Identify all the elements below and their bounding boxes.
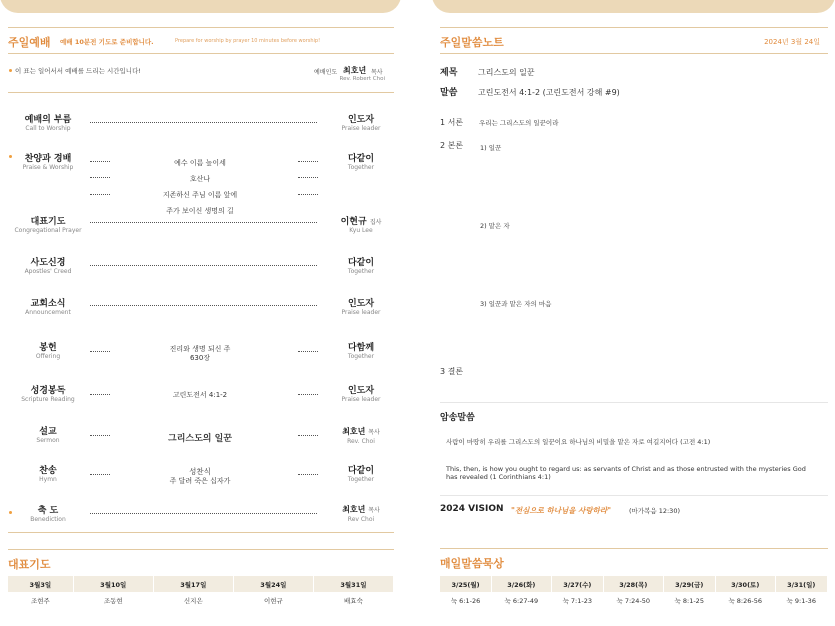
order-item-name: 봉헌 [39,343,57,353]
offering-hymn-number: 630장 [189,354,211,362]
song-dots [90,194,110,195]
song-title: 지존하신 주님 이름 앞에 [162,191,238,199]
body-point: 1) 일꾼 [480,144,502,152]
order-leader-en: Together [347,164,375,171]
scripture-label: 말씀 [440,88,458,98]
prayer-date: 3월17일 [153,576,233,592]
order-item-en: Offering [35,353,61,360]
hymn-title: 성찬식 [189,467,211,476]
worship-subtitle-ko: 예배 10분전 기도로 준비합니다. [60,38,154,46]
daily-date: 3/31(일) [775,576,828,592]
order-item-en: Apostles' Creed [24,268,72,275]
offering-hymn: 진리와 생명 되신 주 [169,345,231,353]
song-dots [298,474,318,475]
order-leader: 인도자 [347,299,375,309]
song-title: 호산나 [189,175,211,183]
daily-ref: 눅 8:26-56 [715,592,775,609]
order-item-name: 성경봉독 [30,386,66,396]
order-leader: 다함께 [347,343,375,353]
order-leader: 다같이 [347,466,375,476]
body-label: 2 본론 [440,141,464,150]
order-leader-en: Rev Choi [347,516,375,523]
right-header-rule [440,27,828,28]
note-date: 2024년 3월 24일 [764,38,820,46]
order-item-name: 찬양과 경배 [24,154,72,164]
song-dots [90,435,110,436]
order-leader: 최호년 목사 [342,505,380,514]
intro-label: 1 서론 [440,118,464,127]
order-leader-en: Praise leader [341,125,381,132]
song-dots [90,351,110,352]
preacher-name: 최호년 [343,66,367,75]
daily-date: 3/26(화) [492,576,552,592]
left-header-rule-2 [8,53,394,54]
song-dots [298,177,318,178]
order-leader: 이현규 집사 [340,217,382,227]
daily-ref: 눅 8:1-25 [663,592,715,609]
hymn-subtitle: 주 달려 죽은 십자가 [169,477,231,485]
prayer-name: 조동현 [73,592,153,609]
daily-ref: 눅 9:1-36 [775,592,828,609]
preacher-en: Rev. Robert Choi [339,76,385,82]
standing-note: 이 표는 일어서서 예배를 드리는 시간입니다! [15,67,141,75]
order-leader: 최호년 목사 [342,427,380,436]
daily-ref: 눅 6:27-49 [492,592,552,609]
vision-ref: (마가복음 12:30) [629,507,680,515]
prayer-date: 3월31일 [313,576,393,592]
song-title: 주가 보이신 생명의 길 [166,207,234,215]
prayer-name: 배효숙 [313,592,393,609]
memory-verse-en: This, then, is how you ought to regard us: as servants of Christ and as those entrusted with the mysteries God has revealed (1 Corinthians 4:1) [446,465,806,481]
order-leader: 다같이 [347,154,375,164]
worship-title: 주일예배 [8,36,51,49]
left-header-rule [8,27,394,28]
daily-date: 3/25(월) [440,576,492,592]
prayer-name: 조현주 [8,592,73,609]
daily-date: 3/30(토) [715,576,775,592]
order-item-name: 축 도 [37,506,59,516]
order-item-name: 설교 [39,427,57,437]
order-bottom-rule [8,532,394,533]
song-dots [298,435,318,436]
order-leader-en: Together [347,353,375,360]
order-item-name: 찬송 [39,466,57,476]
order-item-en: Scripture Reading [21,396,75,403]
preacher-role: 예배인도 [314,69,338,76]
order-item-en: Praise & Worship [22,164,74,171]
prayer-name: 이현규 [233,592,313,609]
daily-date: 3/28(목) [604,576,664,592]
daily-rule [440,548,828,549]
leader-dots [90,265,317,266]
order-item-en: Announcement [25,309,71,316]
conclusion-label: 3 결론 [440,367,464,376]
preacher-title: 목사 [371,69,383,76]
scripture-text: 고린도전서 4:1-2 (고린도전서 강해 #9) [478,88,620,97]
song-dots [298,351,318,352]
daily-ref: 눅 6:1-26 [440,592,492,609]
prayer-name: 신지은 [153,592,233,609]
order-top-rule [8,92,394,93]
order-item-en: Call to Worship [25,125,71,132]
song-dots [90,474,110,475]
song-dots [298,161,318,162]
vision-text: "전심으로 하나님을 사랑하라" [511,506,611,515]
song-title: 예수 이름 높이세 [174,159,226,167]
daily-date: 3/27(수) [551,576,603,592]
memory-verse-ko: 사람이 마땅히 우리를 그리스도의 일꾼이요 하나님의 비밀을 맡은 자로 여길지어다 (고전 4:1) [446,438,711,446]
leader-dots [90,122,317,123]
order-item-name: 예배의 부름 [24,115,72,125]
order-item-en: Hymn [39,476,57,483]
order-leader-en: Praise leader [341,396,381,403]
daily-title: 매일말씀묵상 [440,557,504,570]
song-dots [298,194,318,195]
vision-rule [440,495,828,496]
prayer-title: 대표기도 [8,558,51,571]
order-leader-en: Kyu Lee [349,227,373,234]
body-point: 2) 맡은 자 [480,222,510,230]
note-title: 주일말씀노트 [440,36,504,49]
right-header-rule-2 [440,53,828,54]
daily-table [440,576,828,609]
sermon-title: 그리스도의 일꾼 [168,434,232,444]
order-item-en: Congregational Prayer [14,227,82,234]
leader-dots [90,305,317,306]
prayer-date: 3월10일 [73,576,153,592]
order-item-en: Benediction [30,516,66,523]
prayer-date: 3월3일 [8,576,73,592]
subject-text: 그리스도의 일꾼 [478,68,535,77]
prayer-date: 3월24일 [233,576,313,592]
song-dots [298,394,318,395]
daily-ref: 눅 7:1-23 [551,592,603,609]
standing-bullet [9,69,12,72]
order-item-en: Sermon [36,437,60,444]
order-item-name: 사도신경 [30,258,66,268]
song-dots [90,177,110,178]
order-leader-en: Together [347,476,375,483]
daily-ref: 눅 7:24-50 [604,592,664,609]
order-leader-en: Praise leader [341,309,381,316]
leader-dots [90,513,317,514]
right-top-tab [432,0,835,13]
intro-text: 우리는 그리스도의 일꾼이라 [479,119,559,127]
leader-dots [90,222,317,223]
song-dots [90,394,110,395]
vision-label: 2024 VISION [440,504,504,514]
order-item-name: 교회소식 [30,299,66,309]
song-dots [90,161,110,162]
order-leader: 인도자 [347,115,375,125]
left-top-tab [0,0,401,13]
order-item-name: 대표기도 [30,217,66,227]
memory-title: 암송말씀 [440,413,475,423]
order-leader: 인도자 [347,386,375,396]
memory-rule [440,402,828,403]
worship-subtitle-en: Prepare for worship by prayer 10 minutes before worship! [175,38,321,44]
order-leader-en: Rev. Choi [347,438,375,445]
prayer-table [8,576,394,609]
scripture-ref: 고린도전서 4:1-2 [172,391,228,399]
daily-date: 3/29(금) [663,576,715,592]
subject-label: 제목 [440,68,458,78]
body-point: 3) 일꾼과 맡은 자의 마음 [480,300,552,308]
prayer-rule [8,549,394,550]
order-leader: 다같이 [347,258,375,268]
order-leader-en: Together [347,268,375,275]
